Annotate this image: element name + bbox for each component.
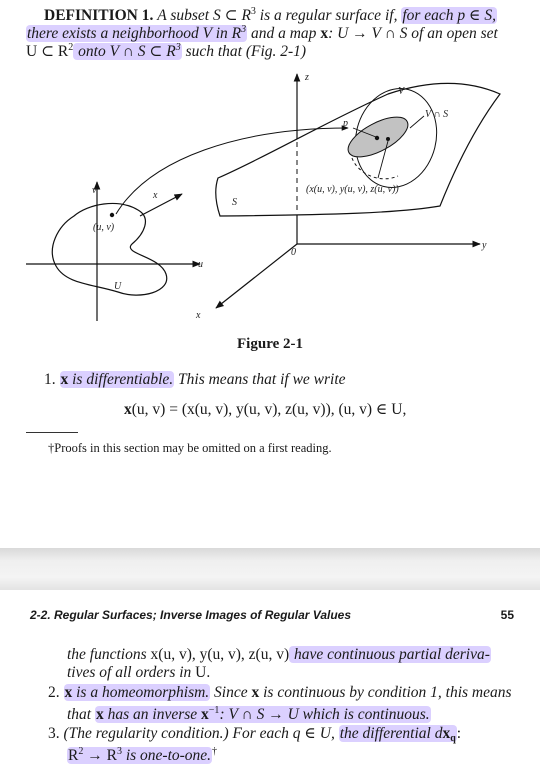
region-U (52, 203, 166, 295)
highlight: x has an inverse $x^{-1}$: V ∩ S → U which is continuous. (96, 705, 430, 723)
svg-text:S: S (232, 197, 237, 208)
highlight: the differential dxq (339, 725, 456, 744)
param-point (386, 137, 390, 141)
footnote: †Proofs in this section may be omitted on a first reading. (48, 441, 332, 455)
highlight: have continuous partial deriva- (290, 646, 490, 663)
figure-caption: Figure 2-1 (237, 336, 303, 352)
highlight: x is differentiable. (60, 371, 174, 388)
highlight: $R^2 \to R^3$ is one-to-one. (68, 746, 212, 764)
svg-text:p: p (343, 118, 348, 129)
highlight: x is a homeomorphism. (64, 684, 210, 701)
page-separator (0, 548, 540, 590)
svg-text:x: x (196, 310, 201, 321)
figure-2-1 (0, 66, 540, 331)
svg-text:(u, v): (u, v) (93, 222, 115, 233)
svg-text:y: y (482, 240, 487, 251)
footnote-rule (26, 432, 78, 433)
highlight: onto V ∩ S ⊂ $R^3$ (74, 42, 181, 60)
page-number: 55 (500, 608, 514, 622)
svg-text:V: V (398, 86, 405, 97)
definition-line-1: DEFINITION 1. A subset S ⊂ $R^3$ is a regular surface if, for each p ∈ S, (44, 6, 497, 24)
condition-3: 3. (The regularity condition.) For each q ∈ U, the differential dxq: (48, 725, 462, 744)
definition-line-3: U ⊂ $R^2$ onto V ∩ S ⊂ $R^3$ such that (Fig. 2-1) (26, 42, 307, 60)
equation-x: x(u, v) = (x(u, v), y(u, v), z(u, v)), (u, v) ∈ U, (124, 401, 407, 418)
continuation-line-2: tives of all orders in U. (67, 664, 211, 681)
map-arrow-x (140, 194, 182, 216)
condition-3-line-2: $R^2 \to R^3$ is one-to-one.† (68, 746, 218, 764)
x-axis (216, 244, 297, 308)
page-bottom (0, 590, 540, 769)
uv-point (110, 213, 114, 217)
condition-1: 1. x is differentiable. This means that if we write (44, 371, 346, 388)
svg-text:u: u (198, 259, 203, 270)
running-head: 2-2. Regular Surfaces; Inverse Images of Regular Values (30, 608, 352, 622)
highlight: for each p ∈ S, (402, 7, 497, 24)
svg-text:(x(u, v), y(u, v), z(u, v)): (x(u, v), y(u, v), z(u, v)) (306, 184, 399, 195)
definition-label: DEFINITION 1. (44, 7, 154, 24)
continuation-line-1: the functions x(u, v), y(u, v), z(u, v) have continuous partial deriva- (67, 646, 490, 663)
condition-2: 2. x is a homeomorphism. Since x is continuous by condition 1, this means (48, 684, 512, 701)
condition-2-line-2: that x has an inverse $x^{-1}$: V ∩ S → U which is continuous. (67, 705, 430, 723)
svg-text:0: 0 (291, 247, 296, 258)
svg-text:U: U (114, 281, 122, 292)
definition-line-2: there exists a neighborhood V in $R^3$ and a map x: U → V ∩ S of an open set (27, 24, 498, 42)
svg-text:z: z (305, 72, 309, 83)
svg-text:v: v (92, 185, 97, 196)
highlight: there exists a neighborhood V in $R^3$ (27, 24, 247, 42)
svg-text:V ∩ S: V ∩ S (425, 109, 449, 120)
svg-text:x: x (153, 190, 158, 201)
